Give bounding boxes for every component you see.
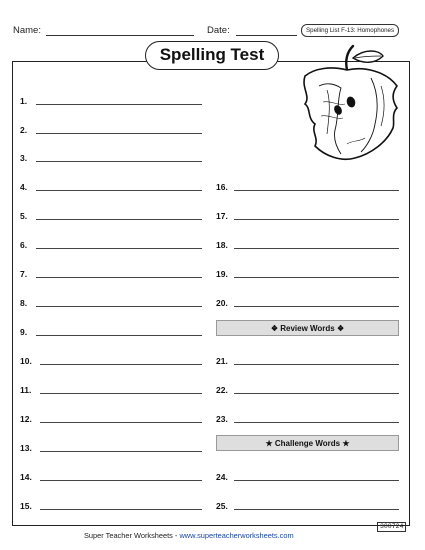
item-number: 17.: [216, 211, 228, 221]
item-number: 24.: [216, 472, 228, 482]
item-number: 1.: [20, 96, 28, 106]
item-number: 2.: [20, 125, 28, 135]
answer-line[interactable]: [40, 364, 202, 365]
answer-line[interactable]: [40, 480, 202, 481]
answer-line[interactable]: [234, 277, 399, 278]
answer-line[interactable]: [36, 335, 202, 336]
footer-brand: Super Teacher Worksheets: [84, 531, 173, 540]
answer-line[interactable]: [234, 393, 399, 394]
item-number: 4.: [20, 182, 28, 192]
answer-line[interactable]: [36, 161, 202, 162]
name-label: Name:: [13, 25, 41, 36]
item-number: 18.: [216, 240, 228, 250]
item-number: 5.: [20, 211, 28, 221]
item-number: 20.: [216, 298, 228, 308]
answer-line[interactable]: [40, 393, 202, 394]
answer-line[interactable]: [40, 509, 202, 510]
worksheet-code: 300724: [377, 522, 406, 532]
item-number: 6.: [20, 240, 28, 250]
answer-line[interactable]: [36, 190, 202, 191]
date-label: Date:: [207, 25, 230, 36]
answer-line[interactable]: [36, 219, 202, 220]
answer-line[interactable]: [36, 133, 202, 134]
answer-line[interactable]: [40, 451, 202, 452]
answer-line[interactable]: [234, 480, 399, 481]
item-number: 7.: [20, 269, 28, 279]
item-number: 15.: [20, 501, 32, 511]
item-number: 22.: [216, 385, 228, 395]
answer-line[interactable]: [234, 422, 399, 423]
answer-line[interactable]: [234, 190, 399, 191]
item-number: 16.: [216, 182, 228, 192]
item-number: 25.: [216, 501, 228, 511]
review-words-band: ❖ Review Words ❖: [216, 320, 399, 336]
item-number: 8.: [20, 298, 28, 308]
spelling-list-tag: Spelling List F-13: Homophones: [301, 24, 399, 37]
item-number: 14.: [20, 472, 32, 482]
answer-line[interactable]: [40, 422, 202, 423]
answer-line[interactable]: [36, 306, 202, 307]
answer-line[interactable]: [234, 219, 399, 220]
item-number: 19.: [216, 269, 228, 279]
answer-line[interactable]: [36, 104, 202, 105]
answer-line[interactable]: [234, 509, 399, 510]
answer-line[interactable]: [234, 306, 399, 307]
name-field[interactable]: [46, 35, 194, 36]
answer-line[interactable]: [234, 364, 399, 365]
footer-separator: -: [172, 531, 180, 540]
footer-credit: [84, 531, 294, 540]
item-number: 12.: [20, 414, 32, 424]
item-number: 11.: [20, 385, 32, 395]
item-number: 23.: [216, 414, 228, 424]
item-number: 9.: [20, 327, 28, 337]
date-field[interactable]: [236, 35, 297, 36]
item-number: 13.: [20, 443, 32, 453]
item-number: 3.: [20, 153, 28, 163]
page-title: Spelling Test: [145, 41, 279, 70]
item-number: 10.: [20, 356, 32, 366]
answer-line[interactable]: [36, 248, 202, 249]
apple-core-icon: [275, 42, 410, 170]
challenge-words-band: ★ Challenge Words ★: [216, 435, 399, 451]
answer-line[interactable]: [234, 248, 399, 249]
item-number: 21.: [216, 356, 228, 366]
footer-url-link[interactable]: www.superteacherworksheets.com: [179, 531, 294, 540]
answer-line[interactable]: [36, 277, 202, 278]
